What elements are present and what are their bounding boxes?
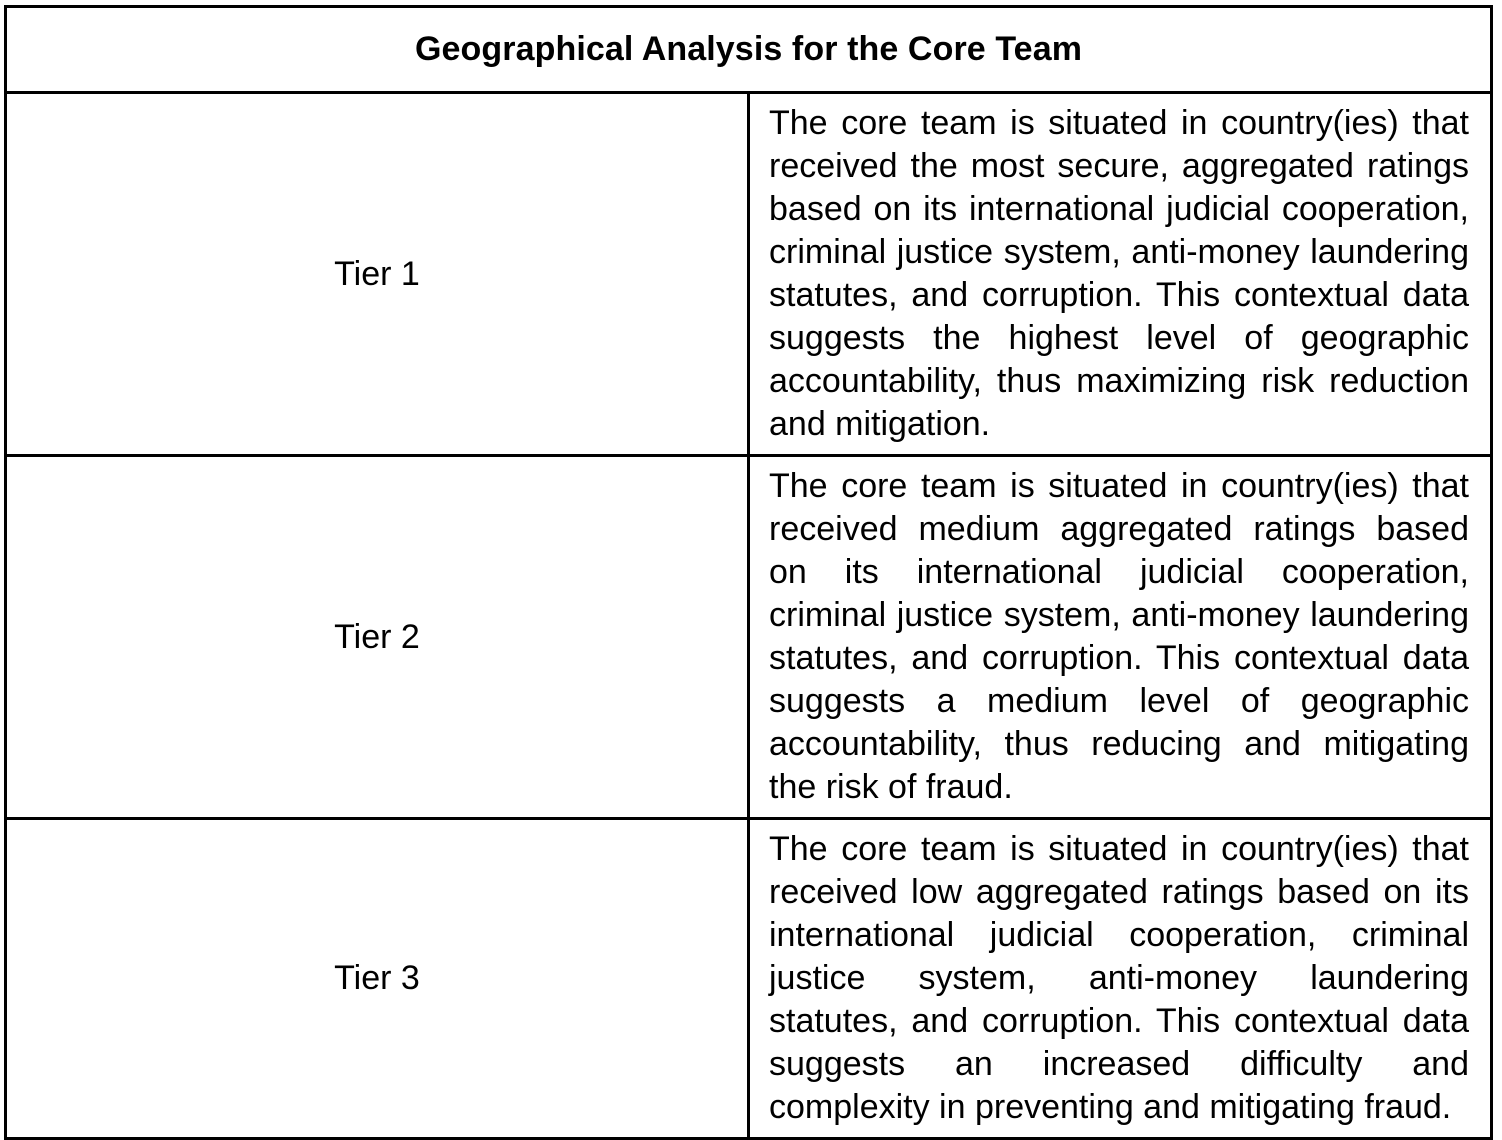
tier-label: Tier 2 — [6, 456, 749, 819]
tier-label: Tier 1 — [6, 93, 749, 456]
table-row — [6, 93, 1492, 456]
table-row — [6, 819, 1492, 1139]
tier-description: The core team is situated in country(ies) that received low aggregated ratings based on its international judicial cooperation, criminal justice system, anti-money laundering statutes, and corruption. This contextual data suggests an increased difficulty and complexity in preventing and mitigating fraud. — [749, 819, 1492, 1139]
table-title: Geographical Analysis for the Core Team — [6, 7, 1492, 93]
geographical-analysis-table — [4, 5, 1493, 1140]
tier-label: Tier 3 — [6, 819, 749, 1139]
tier-description: The core team is situated in country(ies) that received the most secure, aggregated ratings based on its international judicial cooperation, criminal justice system, anti-money laundering statutes, and corruption. This contextual data suggests the highest level of geographic accountability, thus maximizing risk reduction and mitigation. — [749, 93, 1492, 456]
tier-description: The core team is situated in country(ies) that received medium aggregated ratings based on its international judicial cooperation, criminal justice system, anti-money laundering statutes, and corruption. This contextual data suggests a medium level of geographic accountability, thus reducing and mitigating the risk of fraud. — [749, 456, 1492, 819]
table-row — [6, 456, 1492, 819]
table-header-row — [6, 7, 1492, 93]
